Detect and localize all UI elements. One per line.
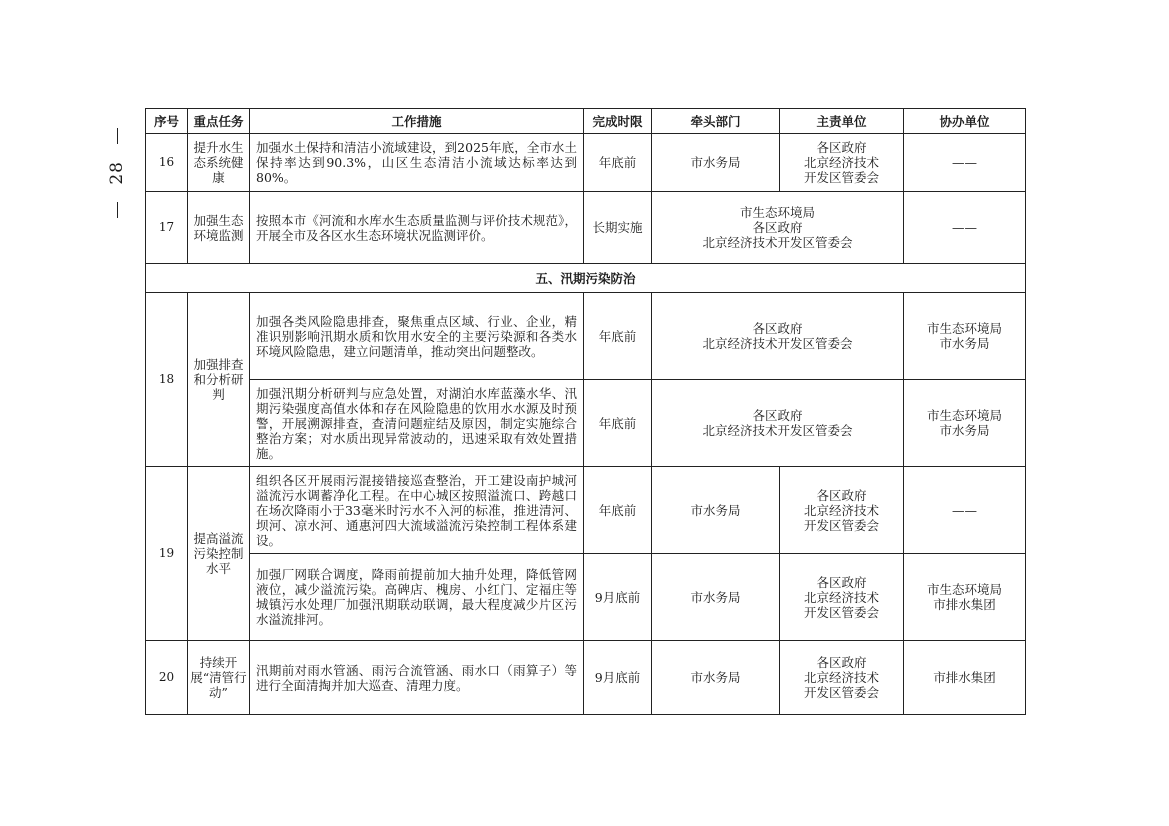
responsible-line: 各区政府: [816, 574, 867, 590]
row-assist: ——: [904, 467, 1026, 554]
responsible-line: 开发区管委会: [803, 170, 879, 185]
table-header-row: [146, 109, 1026, 134]
row-assist: 市排水集团: [904, 641, 1026, 715]
row-lead: 市水务局: [652, 134, 780, 192]
header-deadline: 完成时限: [584, 109, 652, 134]
row-lead: 市水务局: [652, 467, 780, 554]
row-seq: 18: [146, 293, 188, 467]
lead-responsible-line: 各区政府: [752, 321, 803, 336]
responsible-line: 各区政府: [816, 487, 867, 503]
row-measure: 加强厂网联合调度，降雨前提前加大抽升处理，降低管网液位，减少溢流污染。高碑店、槐房、小红门、定福庄等城镇污水处理厂加强汛期联动联调，最大程度减少片区污水溢流排河。: [250, 554, 584, 641]
row-measure: 加强汛期分析研判与应急处置，对湖泊水库蓝藻水华、汛期污染强度高值水体和存在风险隐患的饮用水水源及时预警，开展溯源排查，查清问题症结及原因，制定实施综合整治方案；对水质出现异常波动的，迅速采取有效处置措施。: [250, 380, 584, 467]
table-row: [146, 134, 1026, 192]
table-row: [146, 467, 1026, 554]
responsible-line: 各区政府: [816, 655, 867, 670]
lead-responsible-line: 北京经济技术开发区管委会: [702, 423, 853, 438]
row-lead-responsible: [652, 192, 904, 264]
responsible-line: 开发区管委会: [803, 685, 879, 700]
row-responsible: [780, 467, 904, 554]
header-assist: 协办单位: [904, 109, 1026, 134]
row-assist: [904, 293, 1026, 380]
task-table: [145, 108, 1026, 715]
assist-line: 市生态环境局: [926, 582, 1002, 597]
assist-line: 市排水集团: [933, 597, 996, 612]
table-row: [146, 554, 1026, 641]
responsible-line: 开发区管委会: [803, 604, 879, 620]
row-lead: 市水务局: [652, 554, 780, 641]
header-responsible: 主责单位: [780, 109, 904, 134]
row-lead-responsible: [652, 380, 904, 467]
row-task: 加强排查和分析研判: [188, 293, 250, 467]
row-deadline: 9月底前: [584, 554, 652, 641]
row-assist: ——: [904, 134, 1026, 192]
row-deadline: 长期实施: [584, 192, 652, 264]
row-task: 持续开展“清管行动”: [188, 641, 250, 715]
responsible-line: 开发区管委会: [803, 517, 879, 533]
row-assist: [904, 554, 1026, 641]
table-row: [146, 380, 1026, 467]
row-responsible: [780, 554, 904, 641]
responsible-line: 北京经济技术: [803, 589, 879, 605]
row-deadline: 年底前: [584, 467, 652, 554]
lead-responsible-line: 各区政府: [752, 220, 803, 235]
row-measure: 组织各区开展雨污混接错接巡查整治，开工建设南护城河溢流污水调蓄净化工程。在中心城区按照溢流口、跨越口在场次降雨小于33毫米时污水不入河的标准，推进清河、坝河、凉水河、通惠河四大流域溢流污染控制工程体系建设。: [250, 467, 584, 554]
row-task: 提高溢流污染控制水平: [188, 467, 250, 641]
row-task: 加强生态环境监测: [188, 192, 250, 264]
row-assist: ——: [904, 192, 1026, 264]
row-deadline: 年底前: [584, 293, 652, 380]
row-seq: 20: [146, 641, 188, 715]
row-lead: 市水务局: [652, 641, 780, 715]
assist-line: 市水务局: [939, 423, 990, 438]
assist-line: 市水务局: [939, 336, 990, 351]
row-measure: 加强各类风险隐患排查，聚焦重点区域、行业、企业，精准识别影响汛期水质和饮用水安全的主要污染源和各类水环境风险隐患，建立问题清单，推动突出问题整改。: [250, 293, 584, 380]
row-seq: 16: [146, 134, 188, 192]
row-measure: 按照本市《河流和水库水生态质量监测与评价技术规范》，开展全市及各区水生态环境状况监测评价。: [250, 192, 584, 264]
row-deadline: 年底前: [584, 380, 652, 467]
row-deadline: 9月底前: [584, 641, 652, 715]
page-number-text: 28: [106, 161, 127, 185]
table-row: [146, 641, 1026, 715]
row-responsible: [780, 641, 904, 715]
table-row: [146, 293, 1026, 380]
row-deadline: 年底前: [584, 134, 652, 192]
header-lead: 牵头部门: [652, 109, 780, 134]
header-measure: 工作措施: [250, 109, 584, 134]
responsible-line: 北京经济技术: [803, 502, 879, 518]
lead-responsible-line: 市生态环境局: [739, 205, 815, 220]
section-row: [146, 264, 1026, 293]
responsible-line: 北京经济技术: [803, 670, 879, 685]
section-title: 五、汛期污染防治: [146, 264, 1026, 293]
row-assist: [904, 380, 1026, 467]
responsible-line: 各区政府: [816, 140, 867, 155]
row-seq: 17: [146, 192, 188, 264]
header-task: 重点任务: [188, 109, 250, 134]
assist-line: 市生态环境局: [926, 408, 1002, 423]
row-measure: 加强水土保持和清洁小流域建设，到2025年底，全市水土保持率达到90.3%，山区生态清洁小流域达标率达到80%。: [250, 134, 584, 192]
row-task: 提升水生态系统健康: [188, 134, 250, 192]
page-number-dash-top: [117, 128, 118, 144]
lead-responsible-line: 北京经济技术开发区管委会: [702, 235, 853, 250]
assist-line: 市生态环境局: [926, 321, 1002, 336]
page-number-dash-bottom: [117, 202, 118, 218]
lead-responsible-line: 各区政府: [752, 408, 803, 423]
row-seq: 19: [146, 467, 188, 641]
header-seq: 序号: [146, 109, 188, 134]
row-lead-responsible: [652, 293, 904, 380]
row-responsible: [780, 134, 904, 192]
table-row: [146, 192, 1026, 264]
responsible-line: 北京经济技术: [803, 155, 879, 170]
page-number: [104, 128, 130, 218]
row-measure: 汛期前对雨水管涵、雨污合流管涵、雨水口（雨算子）等进行全面清掏并加大巡查、清理力度。: [250, 641, 584, 715]
lead-responsible-line: 北京经济技术开发区管委会: [702, 336, 853, 351]
